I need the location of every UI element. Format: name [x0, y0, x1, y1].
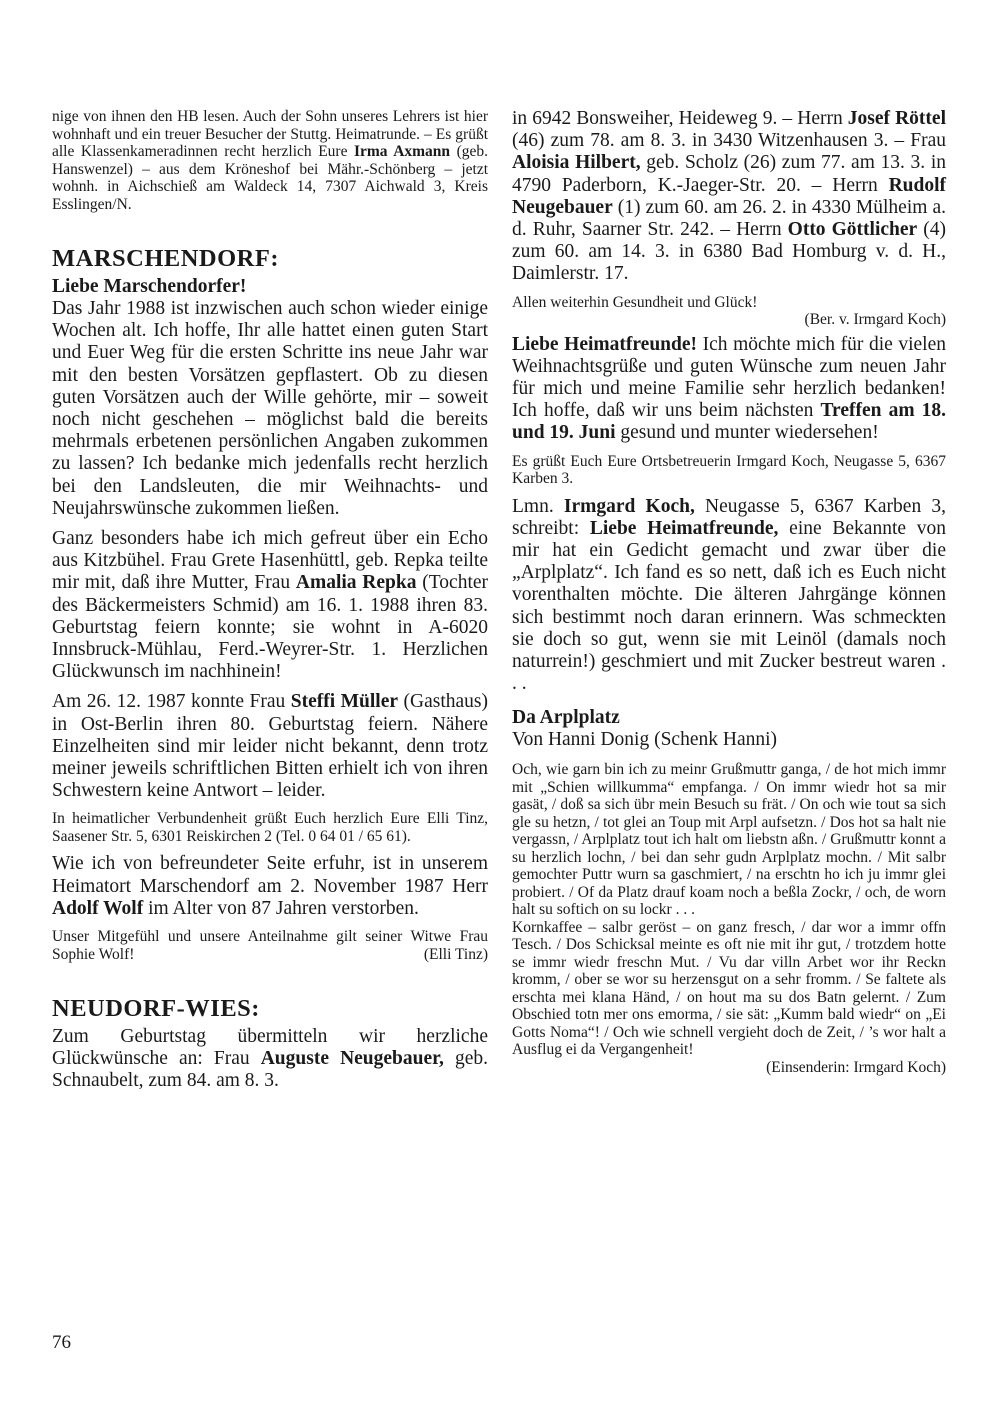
poem-signature: (Einsenderin: Irmgard Koch): [766, 1058, 946, 1076]
marschendorf-condolence: Unser Mitgefühl und unsere Anteilnahme gilt seiner Witwe Frau Sophie Wolf! (Elli Tinz): [52, 928, 488, 963]
poem-stanza-1: Och, wie garn bin ich zu meinr Grußmuttr ganga, / de hot mich immr mit „Schien willkumma“ empfanga. / On immr wiedr hot sa mir gasät, / doß sa sich übr mein Besuch su frät. / On och wie tout sa sich gle su hetzn, / tot glei an Toup mit Arpl aufsetzn. / Dos hot sa halt nie vergassn, / Arplplatz tout ich halt om liebstn aßn. / Grußmuttr konnt a su herzlich lochn, / bei dan sehr gudn Arplplatz mochn. / Mit salbr gemochter Puttr wurn sa gaschmiert, / na erschtn ho ich ju immr glei probiert. / Of da Platz drauf koam noch a beßla Zockr, / och, de worn halt su softich on su lockr . . .: [512, 761, 946, 919]
poem-title: Da Arplplatz: [512, 707, 620, 729]
marschendorf-greeting: Liebe Marschendorfer!: [52, 276, 247, 297]
marschendorf-heading: MARSCHENDORF:: [52, 245, 279, 272]
marschendorf-paragraph-1: Das Jahr 1988 ist inzwischen auch schon wieder einige Wochen alt. Ich hoffe, Ihr alle hattet einen guten Start und Euer Weg für die ersten Schritte ins neue Jahr war mit den besten Vorsätzen gepflastert. Ob zu diesen guten Vorsätzen auch der Wille gehörte, mir – soweit noch nicht geschehen – möglichst bald die bereits mehrmals erbetenen persönlichen Angaben zukommen zu lassen? Ich bedanke mich jedenfalls recht herzlich bei den Landsleuten, die mir Weihnachts- und Neujahrswünsche zukommen ließen.: [52, 298, 488, 519]
page-number: 76: [52, 1332, 71, 1353]
left-column: [52, 108, 488, 1093]
poem-stanza-2: Kornkaffee – salbr geröst – on ganz fresch, / dar wor a immr offn Tesch. / Dos Schicksal meinte es oft nie mit ihr gut, / trotzdem hotte se immr wiedr freschn Mut. / Vu dar villn Arbet wor ihr Reckn kromm, / ober se wor su herzensgut on a sehr fromm. / Se faltete als erschta mei klana Händ, / on hout ma su dos Batn gelernt. / Zum Obschied totn mer ons emorma, / sie sät: „Kumm bald wiedr“ on „Ei Gotts Noma“! / Och wie schnell vergieht doch de Zeit, / ’s wor halt a Ausflug ei da Vergangenheit!: [512, 918, 946, 1059]
neudorf-heading: NEUDORF-WIES:: [52, 995, 260, 1023]
marschendorf-signature: In heimatlicher Verbundenheit grüßt Euch herzlich Eure Elli Tinz, Saasener Str. 5, 6301 Reiskirchen 2 (Tel. 0 64 01 / 65 61).: [52, 810, 488, 845]
marschendorf-paragraph-3: Am 26. 12. 1987 konnte Frau Steffi Müller (Gasthaus) in Ost-Berlin ihren 80. Geburtstag feiern. Nähere Einzelheiten sind mir leider nicht bekannt, denn trotz meiner jeweils schriftlichen Bitten erhielt ich von ihren Schwestern keine Antwort – leider.: [52, 691, 488, 802]
thanks-paragraph: Liebe Heimatfreunde! Ich möchte mich für die vielen Weihnachtsgrüße und guten Wünsche zum neuen Jahr für mich und meine Familie sehr herzlich bedanken! Ich hoffe, daß wir uns beim nächsten Treffen am 18. und 19. Juni gesund und munter wiedersehen!: [512, 333, 947, 444]
neudorf-paragraph: Zum Geburtstag übermitteln wir herzliche Glückwünsche an: Frau Auguste Neugebauer, geb. Schnaubelt, zum 84. am 8. 3.: [52, 1026, 489, 1092]
intro-paragraph: nige von ihnen den HB lesen. Auch der Sohn unseres Lehrers ist hier wohnhaft und ein treuer Besucher der Stuttg. Heimatrunde. – Es grüßt alle Klassenkameradinnen recht herzlich Eure Irma Axmann (geb. Hanswenzel) – aus dem Kröneshof bei Mähr.-Schönberg – jetzt wohnh. in Aichschieß am Waldeck 14, 7307 Aichwald 3, Kreis Esslingen/N.: [52, 108, 488, 213]
report-signature: (Ber. v. Irmgard Koch): [804, 311, 946, 329]
caretaker-signature: Es grüßt Euch Eure Ortsbetreuerin Irmgard Koch, Neugasse 5, 6367 Karben 3.: [512, 452, 946, 488]
marschendorf-paragraph-obituary: Wie ich von befreundeter Seite erfuhr, ist in unserem Heimatort Marschendorf am 2. November 1987 Herr Adolf Wolf im Alter von 87 Jahren verstorben.: [52, 853, 488, 919]
marschendorf-paragraph-2: Ganz besonders habe ich mich gefreut über ein Echo aus Kitzbühel. Frau Grete Hasenhüttl, geb. Repka teilte mir mit, daß ihre Mutter, Frau Amalia Repka (Tochter des Bäckermeisters Schmid) am 16. 1. 1988 ihren 83. Geburtstag feiern konnte; sie wohnt in A-6020 Innsbruck-Mühlau, Ferd.-Weyrer-Str. 1. Herzlichen Glückwunsch im nachhinein!: [52, 528, 489, 683]
right-column: [512, 108, 946, 1076]
wishes-line: Allen weiterhin Gesundheit und Glück!: [512, 293, 758, 311]
poem-author: Von Hanni Donig (Schenk Hanni): [512, 729, 778, 751]
birthday-list-paragraph: in 6942 Bonsweiher, Heideweg 9. – Herrn Josef Röttel (46) zum 78. am 8. 3. in 3430 Witzenhausen 3. – Frau Aloisia Hilbert, geb. Scholz (26) zum 77. am 13. 3. in 4790 Paderborn, K.-Jaeger-Str. 20. – Herrn Rudolf Neugebauer (1) zum 60. am 26. 2. in 4330 Mülheim a. d. Ruhr, Saarner Str. 242. – Herrn Otto Göttlicher (4) zum 60. am 14. 3. in 6380 Bad Homburg v. d. H., Daimlerstr. 17.: [512, 108, 947, 285]
poem-intro-paragraph: Lmn. Irmgard Koch, Neugasse 5, 6367 Karben 3, schreibt: Liebe Heimatfreunde, eine Bekannte von mir hat ein Gedicht gemacht und zwar über die „Arplplatz“. Ich fand es so nett, daß ich es Euch nicht vorenthalten möchte. Die älteren Jahrgänge können sich bestimmt noch daran erinnern. Was schmeckten sie doch so gut, wenn sie mit Leinöl (damals noch naturrein!) geschmiert und mit Zucker bestreut waren . . .: [512, 495, 946, 695]
